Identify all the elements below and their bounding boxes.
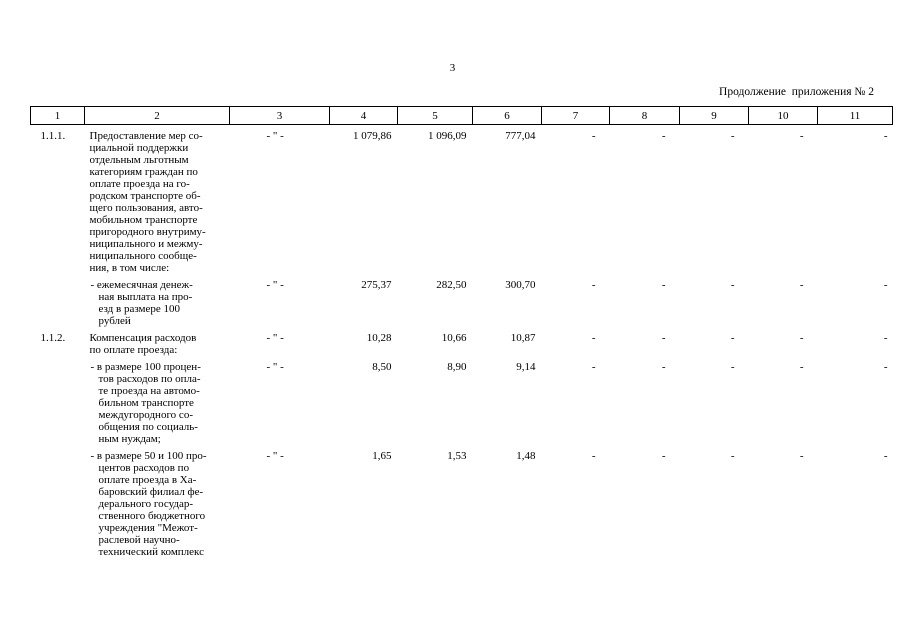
cell-col-4: 275,37 [361,279,392,291]
description-line: те проезда на автомо- [98,385,200,397]
description-line: отдельным льготным [89,154,189,166]
cell-col-11: - [883,332,888,344]
table-row [31,125,893,275]
cell-col-11: - [883,130,888,142]
appendix-table [30,106,893,558]
description-line: бильном транспорте [98,397,194,409]
description-line: технический комплекс [98,546,205,558]
row-number [31,274,85,327]
cell-col-10: - [799,361,804,373]
cell-col-6: 10,87 [510,332,536,344]
cell-col-3: - " - [266,279,284,291]
row-description [85,356,230,445]
table-row [31,445,893,558]
cell-col-7: - [591,450,596,462]
row-number: 1.1.2. [40,332,66,344]
description-line: ниципального сообще- [89,250,197,262]
row-number: 1.1.1. [40,130,66,142]
cell-col-8: - [661,279,666,291]
cell-col-6: 777,04 [505,130,536,142]
cell-col-10: - [799,130,804,142]
cell-col-5: 10,66 [441,332,467,344]
cell-col-11: - [883,361,888,373]
description-line: ниципального и межму- [89,238,203,250]
row-description [85,327,230,356]
cell-col-3: - " - [266,361,284,373]
description-line: баровский филиал фе- [98,486,204,498]
cell-col-7: - [591,361,596,373]
cell-col-5: 1,53 [447,450,467,462]
cell-col-8: - [661,450,666,462]
cell-col-4: 8,50 [372,361,392,373]
cell-col-6: 9,14 [516,361,536,373]
cell-col-3: - " - [266,332,284,344]
description-line: мобильном транспорте [89,214,198,226]
cell-col-9: - [730,332,735,344]
table-header-row [31,107,893,125]
description-line: рублей [98,315,131,327]
description-line: учреждения "Межот- [98,522,198,534]
cell-col-3: - " - [266,450,284,462]
description-line: раслевой научно- [98,534,180,546]
row-description [85,445,230,558]
description-line: по оплате проезда: [89,344,178,356]
cell-col-9: - [730,279,735,291]
column-header-10: 10 [749,107,818,125]
column-header-7: 7 [542,107,610,125]
description-line: езд в размере 100 [98,303,181,315]
row-description [85,274,230,327]
cell-col-11: - [883,450,888,462]
cell-col-4: 1 079,86 [353,130,392,142]
description-line: Компенсация расходов [89,332,197,344]
column-header-6: 6 [473,107,542,125]
description-line: междугородного со- [98,409,193,421]
cell-col-9: - [730,130,735,142]
description-line: - ежемесячная денеж- [90,279,193,291]
cell-col-11: - [883,279,888,291]
cell-col-7: - [591,130,596,142]
column-header-4: 4 [330,107,398,125]
description-line: общения по социаль- [98,421,198,433]
row-number [31,445,85,558]
row-description [85,125,230,275]
page-number: 3 [449,62,456,74]
cell-col-10: - [799,332,804,344]
cell-col-5: 1 096,09 [428,130,467,142]
cell-col-7: - [591,332,596,344]
description-line: циальной поддержки [89,142,189,154]
cell-col-9: - [730,361,735,373]
description-line: оплате проезда в Ха- [98,474,197,486]
cell-col-8: - [661,361,666,373]
table-row [31,327,893,356]
cell-col-5: 282,50 [436,279,467,291]
description-line: Предоставление мер со- [89,130,203,142]
description-line: - в размере 50 и 100 про- [90,450,207,462]
column-header-1: 1 [31,107,85,125]
row-number [31,356,85,445]
description-line: оплате проезда на го- [89,178,190,190]
description-line: тов расходов по опла- [98,373,201,385]
cell-col-7: - [591,279,596,291]
description-line: щего пользования, авто- [89,202,203,214]
description-line: - в размере 100 процен- [90,361,201,373]
cell-col-3: - " - [266,130,284,142]
table-row [31,356,893,445]
cell-col-10: - [799,279,804,291]
cell-col-6: 300,70 [505,279,536,291]
description-line: категориям граждан по [89,166,198,178]
description-line: центов расходов по [98,462,190,474]
description-line: родском транспорте об- [89,190,201,202]
column-header-8: 8 [610,107,680,125]
description-line: ная выплата на про- [98,291,193,303]
cell-col-4: 10,28 [366,332,392,344]
description-line: ственного бюджетного [98,510,206,522]
cell-col-8: - [661,130,666,142]
description-line: ным нуждам; [98,433,161,445]
cell-col-6: 1,48 [516,450,536,462]
table-row [31,274,893,327]
cell-col-4: 1,65 [372,450,392,462]
cell-col-10: - [799,450,804,462]
cell-col-8: - [661,332,666,344]
continuation-label: Продолжение приложения № 2 [719,86,874,98]
description-line: пригородного внутриму- [89,226,206,238]
column-header-9: 9 [680,107,749,125]
column-header-2: 2 [85,107,230,125]
cell-col-5: 8,90 [447,361,467,373]
description-line: дерального государ- [98,498,194,510]
column-header-5: 5 [398,107,473,125]
column-header-11: 11 [818,107,893,125]
cell-col-9: - [730,450,735,462]
description-line: ния, в том числе: [89,262,170,274]
column-header-3: 3 [230,107,330,125]
